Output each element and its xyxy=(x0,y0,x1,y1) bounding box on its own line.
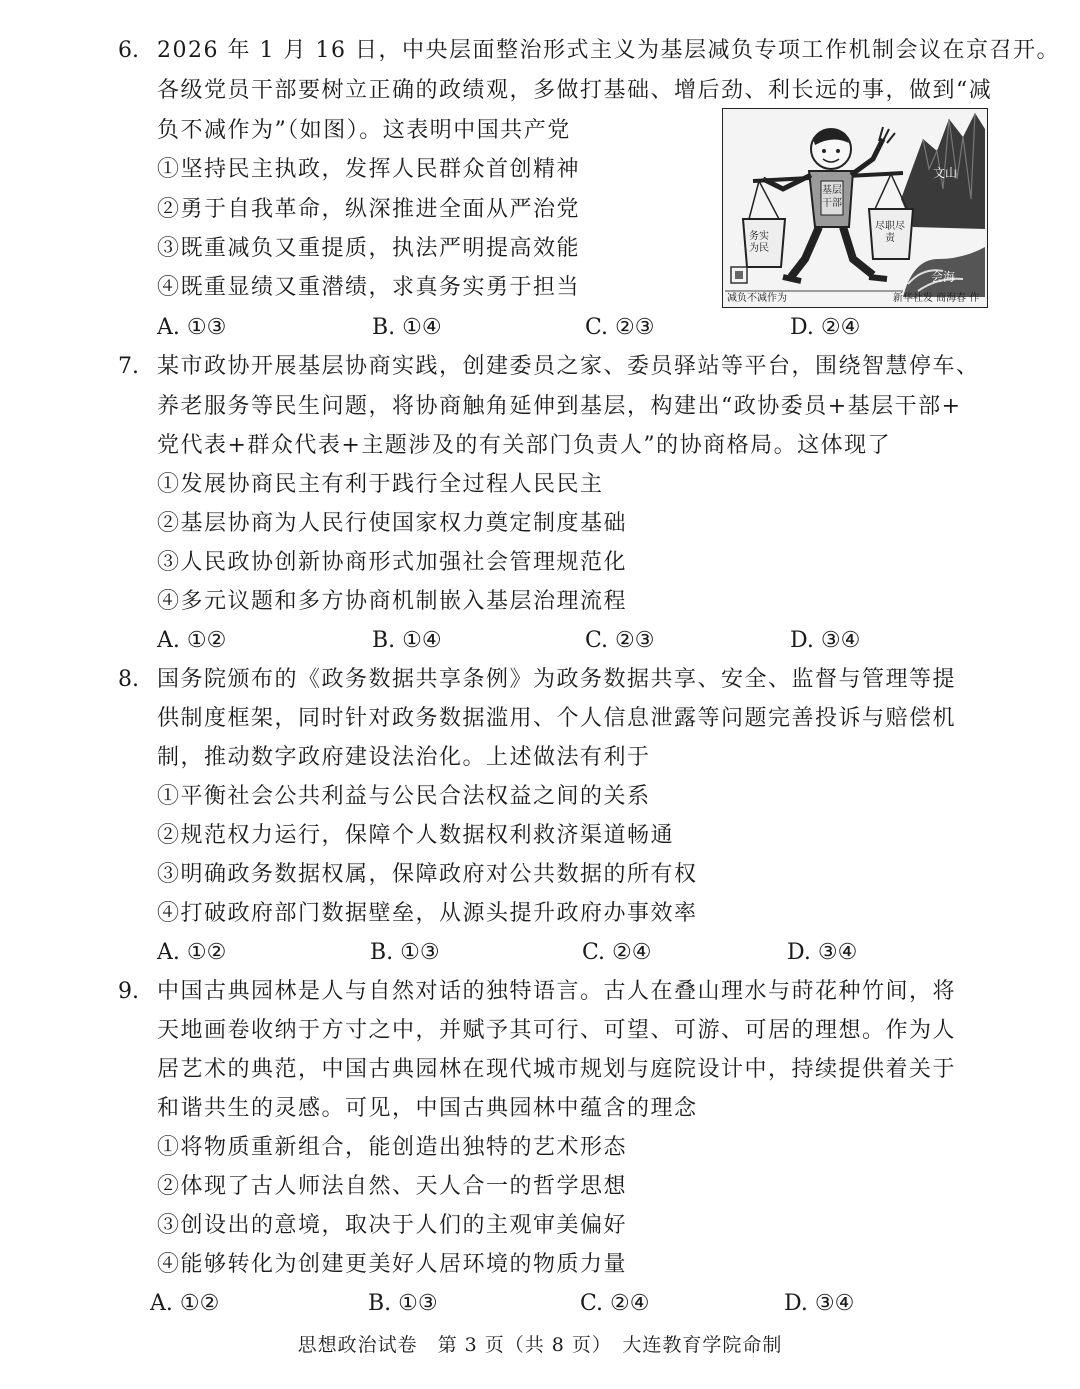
question-9-choice-a: A. ①② xyxy=(150,1291,220,1316)
question-8-option-4: ④打破政府部门数据壁垒，从源头提升政府办事效率 xyxy=(157,901,698,926)
question-9-number: 9. xyxy=(118,979,139,1004)
question-7-option-2: ②基层协商为人民行使国家权力奠定制度基础 xyxy=(157,511,628,536)
figure-caption-left: 减负不减作为 xyxy=(727,293,787,304)
question-6-choice-b: B. ①④ xyxy=(372,315,442,340)
question-6-choice-c: C. ②③ xyxy=(585,315,655,340)
question-6-choice-d: D. ②④ xyxy=(790,315,861,340)
shirt-label: 基层干部 xyxy=(822,185,842,209)
question-7-choice-d: D. ③④ xyxy=(790,628,861,653)
question-6-stem-line-1: 2026 年 1 月 16 日，中央层面整治形式主义为基层减负专项工作机制会议在京召开。 xyxy=(157,38,1060,63)
question-9-choice-d: D. ③④ xyxy=(784,1291,855,1316)
question-8-number: 8. xyxy=(118,667,139,692)
question-9-option-2: ②体现了古人师法自然、天人合一的哲学思想 xyxy=(157,1174,628,1199)
bucket-left-label: 务实为民 xyxy=(749,231,769,254)
question-7-choice-b: B. ①④ xyxy=(372,628,442,653)
question-6-stem-line-3: 负不减作为”（如图）。这表明中国共产党 xyxy=(157,118,571,143)
question-9-stem-line-4: 和谐共生的灵感。可见，中国古典园林中蕴含的理念 xyxy=(157,1096,698,1121)
question-8-choice-a: A. ①② xyxy=(157,940,227,965)
question-6-stem-line-2: 各级党员干部要树立正确的政绩观，多做打基础、增后劲、利长远的事，做到“减 xyxy=(157,78,993,103)
page-footer: 思想政治试卷 第 3 页（共 8 页） 大连教育学院命制 xyxy=(297,1334,783,1356)
question-7-stem-line-3: 党代表+群众代表+主题涉及的有关部门负责人”的协商格局。这体现了 xyxy=(157,433,892,458)
cartoon-figure xyxy=(722,108,988,308)
question-8-choice-b: B. ①③ xyxy=(370,940,440,965)
question-7-number: 7. xyxy=(118,354,139,379)
question-7-option-4: ④多元议题和多方协商机制嵌入基层治理流程 xyxy=(157,589,628,614)
question-7-choice-a: A. ①② xyxy=(157,628,227,653)
question-9-stem-line-2: 天地画卷收纳于方寸之中，并赋予其可行、可望、可游、可居的理想。作为人 xyxy=(157,1018,957,1043)
question-7-option-3: ③人民政协创新协商形式加强社会管理规范化 xyxy=(157,550,628,575)
figure-caption-right: 新华社发 商海春 作 xyxy=(893,293,980,304)
question-7-option-1: ①发展协商民主有利于践行全过程人民民主 xyxy=(157,472,604,497)
question-9-option-4: ④能够转化为创建更美好人居环境的物质力量 xyxy=(157,1252,628,1277)
question-6-number: 6. xyxy=(118,38,139,63)
question-9-stem-line-3: 居艺术的典范，中国古典园林在现代城市规划与庭院设计中，持续提供着关于 xyxy=(157,1057,957,1082)
mountain-label: 文山 xyxy=(933,166,958,180)
question-9-option-3: ③创设出的意境，取决于人们的主观审美偏好 xyxy=(157,1213,628,1238)
question-7-choice-c: C. ②③ xyxy=(585,628,655,653)
question-7-stem-line-2: 养老服务等民生问题，将协商触角延伸到基层，构建出“政协委员+基层干部+ xyxy=(157,394,962,419)
question-9-choice-b: B. ①③ xyxy=(368,1291,438,1316)
question-6-option-1: ①坚持民主执政，发挥人民群众首创精神 xyxy=(157,157,581,182)
question-8-stem-line-2: 供制度框架，同时针对政务数据滥用、个人信息泄露等问题完善投诉与赔偿机 xyxy=(157,706,957,731)
question-8-option-1: ①平衡社会公共利益与公民合法权益之间的关系 xyxy=(157,784,651,809)
question-6-choice-a: A. ①③ xyxy=(157,315,227,340)
question-9-choice-c: C. ②④ xyxy=(580,1291,650,1316)
question-9-option-1: ①将物质重新组合，能创造出独特的艺术形态 xyxy=(157,1135,628,1160)
question-8-choice-d: D. ③④ xyxy=(787,940,858,965)
question-8-choice-c: C. ②④ xyxy=(582,940,652,965)
question-6-option-2: ②勇于自我革命，纵深推进全面从严治党 xyxy=(157,197,581,222)
sea-label: 会海 xyxy=(931,270,956,284)
question-8-stem-line-1: 国务院颁布的《政务数据共享条例》为政务数据共享、安全、监督与管理等提 xyxy=(157,667,957,692)
question-6-option-3: ③既重减负又重提质，执法严明提高效能 xyxy=(157,236,581,261)
bucket-right-label: 尽职尽责 xyxy=(875,221,905,244)
question-9-stem-line-1: 中国古典园林是人与自然对话的独特语言。古人在叠山理水与莳花种竹间，将 xyxy=(157,979,957,1004)
question-8-stem-line-3: 制，推动数字政府建设法治化。上述做法有利于 xyxy=(157,745,651,770)
question-8-option-3: ③明确政务数据权属，保障政府对公共数据的所有权 xyxy=(157,862,698,887)
question-6-option-4: ④既重显绩又重潜绩，求真务实勇于担当 xyxy=(157,275,581,300)
question-8-option-2: ②规范权力运行，保障个人数据权利救济渠道畅通 xyxy=(157,823,675,848)
question-7-stem-line-1: 某市政协开展基层协商实践，创建委员之家、委员驿站等平台，围绕智慧停车、 xyxy=(157,354,980,379)
